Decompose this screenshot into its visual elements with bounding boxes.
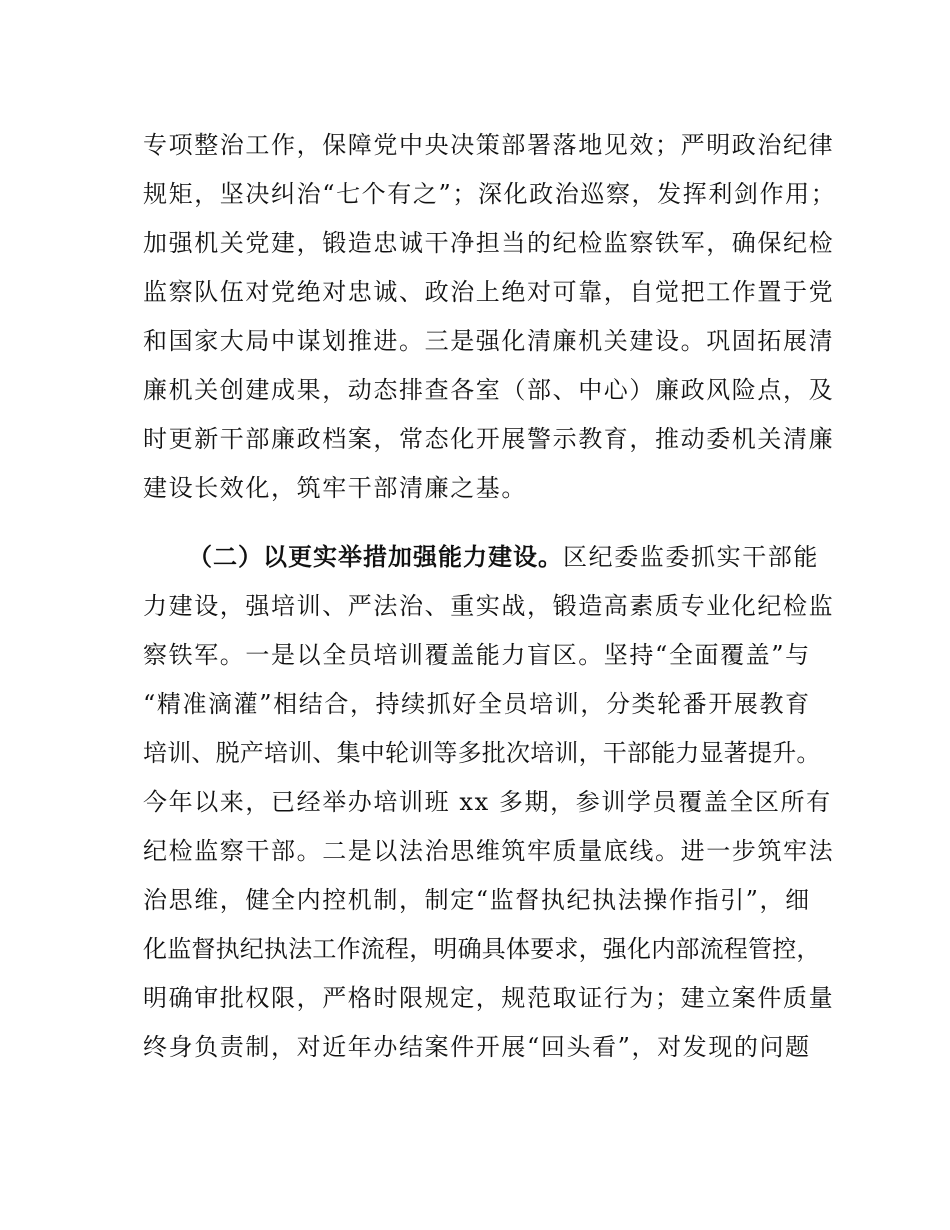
paragraph-line: 专项整治工作，保障党中央决策部署落地见效；严明政治纪律 [143, 131, 835, 159]
paragraph-line: 建设长效化，筑牢干部清廉之基。 [143, 474, 527, 502]
paragraph-line: 明确审批权限，严格时限规定，规范取证行为；建立案件质量 [143, 984, 835, 1012]
paragraph-line: 培训、脱产培训、集中轮训等多批次培训，干部能力显著提升。 [143, 739, 821, 767]
section-heading-line [188, 537, 843, 577]
section-heading: （二）以更实举措加强能力建设。 [188, 543, 563, 571]
paragraph-line: 治思维，健全内控机制，制定“监督执纪执法操作指引”，细 [143, 886, 811, 914]
paragraph-line: 今年以来，已经举办培训班 xx 多期，参训学员覆盖全区所有 [143, 788, 832, 816]
paragraph-line: 监察队伍对党绝对忠诚、政治上绝对可靠，自觉把工作置于党 [143, 278, 835, 306]
paragraph-line: 察铁军。一是以全员培训覆盖能力盲区。坚持“全面覆盖”与 [143, 641, 811, 669]
paragraph-line: “精准滴灌”相结合，持续抓好全员培训，分类轮番开展教育 [143, 690, 811, 718]
paragraph-line: 和国家大局中谋划推进。三是强化清廉机关建设。巩固拓展清 [143, 327, 835, 355]
paragraph-line: 加强机关党建，锻造忠诚干净担当的纪检监察铁军，确保纪检 [143, 229, 835, 257]
paragraph-line: 化监督执纪执法工作流程，明确具体要求，强化内部流程管控， [143, 935, 821, 963]
paragraph-line: 时更新干部廉政档案，常态化开展警示教育，推动委机关清廉 [143, 425, 835, 453]
heading-line-rest: 区纪委监委抓实干部能 [563, 543, 819, 571]
paragraph-line: 终身负责制，对近年办结案件开展“回头看”，对发现的问题 [143, 1033, 811, 1061]
paragraph-line: 规矩，坚决纠治“七个有之”；深化政治巡察，发挥利剑作用； [143, 180, 837, 208]
paragraph-line: 廉机关创建成果，动态排查各室（部、中心）廉政风险点，及 [143, 376, 835, 404]
paragraph-line: 纪检监察干部。二是以法治思维筑牢质量底线。进一步筑牢法 [143, 837, 835, 865]
paragraph-line: 力建设，强培训、严法治、重实战，锻造高素质专业化纪检监 [143, 592, 835, 620]
